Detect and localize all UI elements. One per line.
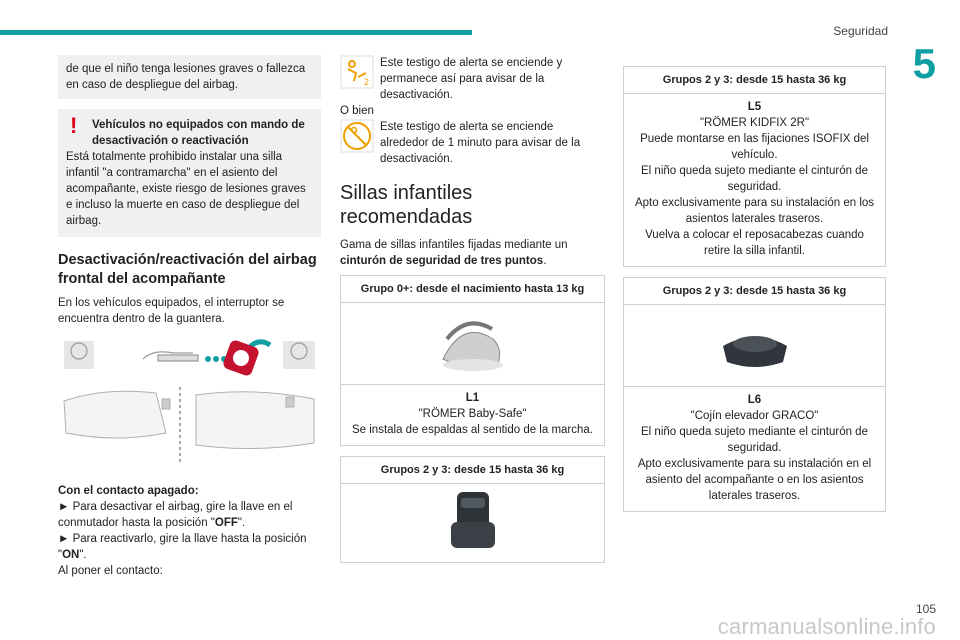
- baby-carrier-icon: [433, 309, 513, 379]
- header-accent-bar: [0, 30, 472, 35]
- step-reactivate: ► Para reactivarlo, gire la llave hasta la posición "ON".: [58, 533, 307, 561]
- step-deactivate: ► Para desactivar el airbag, gire la llave en el conmutador hasta la posición "OFF".: [58, 501, 293, 529]
- seat-code: L1: [465, 392, 480, 404]
- section-heading: Desactivación/reactivación del airbag frontal del acompañante: [58, 252, 317, 287]
- seats-intro: Gama de sillas infantiles fijadas mediante un cinturón de seguridad de tres puntos.: [340, 239, 568, 267]
- alert-text-2: Este testigo de alerta se enciende alrededor de 1 minuto para avisar de la desactivación.: [380, 121, 581, 165]
- seat-name: "Cojín elevador GRACO": [690, 410, 819, 422]
- warning-text: Está totalmente prohibido instalar una silla infantil "a contramarcha" en el asiento del acompañante, existe riesgo de lesiones graves e incluso la muerte en caso de despliegue del airbag.: [66, 151, 306, 227]
- warning-title: Vehículos no equipados con mando de desactivación o reactivación: [92, 119, 305, 147]
- seat-line: Apto exclusivamente para su instalación en el asiento del acompañante o en los asientos laterales traseros.: [637, 458, 872, 502]
- recommended-seats-title: Sillas infantiles recomendadas: [340, 182, 473, 228]
- seat-box-body: [624, 387, 885, 511]
- seat-line: Puede montarse en las fijaciones ISOFIX del vehículo.: [640, 133, 869, 161]
- note-box: de que el niño tenga lesiones graves o fallezca en caso de despliegue del airbag.: [58, 55, 321, 99]
- glovebox-illustration-icon: [58, 339, 321, 469]
- svg-text:2: 2: [364, 77, 370, 87]
- alert-row-1: [340, 55, 605, 103]
- seat-code: L5: [747, 101, 762, 113]
- seat-box-l5: [623, 66, 886, 267]
- ignition-on-text: Al poner el contacto:: [58, 565, 163, 577]
- glovebox-switch-illustration: [58, 339, 321, 469]
- booster-cushion-icon: [715, 316, 795, 376]
- column-1: [58, 55, 321, 579]
- seat-box-heading: Grupos 2 y 3: desde 15 hasta 36 kg: [624, 67, 885, 94]
- seat-image: [624, 305, 885, 387]
- seat-box-heading: Grupos 2 y 3: desde 15 hasta 36 kg: [624, 278, 885, 305]
- seat-box-body: [341, 385, 604, 445]
- seat-box-heading: Grupo 0+: desde el nacimiento hasta 13 kg: [341, 276, 604, 303]
- seat-box-l1: [340, 275, 605, 446]
- seat-image: [341, 484, 604, 562]
- warning-icon: !: [70, 113, 78, 138]
- seat-name: "RÖMER KIDFIX 2R": [699, 117, 810, 129]
- section-title: Seguridad: [833, 24, 888, 38]
- or-text: O bien: [340, 105, 374, 117]
- seat-line: Vuelva a colocar el reposacabezas cuando retire la silla infantil.: [645, 229, 864, 257]
- column-2: [340, 55, 605, 573]
- airbag-off-warning-icon: [340, 55, 374, 89]
- seat-box-l6: [623, 277, 886, 512]
- highback-booster-icon: [443, 488, 503, 558]
- seat-code: L6: [747, 394, 762, 406]
- seat-box-heading: Grupos 2 y 3: desde 15 hasta 36 kg: [341, 457, 604, 484]
- seat-name: "RÖMER Baby-Safe": [418, 408, 527, 420]
- ignition-label: Con el contacto apagado:: [58, 485, 199, 497]
- seat-box-body: [624, 94, 885, 266]
- intro-text: En los vehículos equipados, el interruptor se encuentra dentro de la guantera.: [58, 297, 285, 325]
- seat-line: El niño queda sujeto mediante el cinturón de seguridad.: [641, 165, 868, 193]
- watermark-logo: carmanualsonline.info: [717, 614, 936, 639]
- alert-text-1: Este testigo de alerta se enciende y permanece así para avisar de la desactivación.: [380, 57, 563, 101]
- seat-line: Apto exclusivamente para su instalación en los asientos laterales traseros.: [634, 197, 875, 225]
- seat-line: El niño queda sujeto mediante el cinturón de seguridad.: [641, 426, 868, 454]
- chapter-number: 5: [912, 40, 936, 87]
- airbag-disabled-warning-icon: [340, 119, 374, 153]
- seat-box-group23: [340, 456, 605, 563]
- page-number: 105: [915, 602, 936, 616]
- column-3: [623, 66, 886, 522]
- seat-description: Se instala de espaldas al sentido de la marcha.: [351, 424, 593, 436]
- seat-image: [341, 303, 604, 385]
- alert-row-2: [340, 119, 605, 167]
- warning-box: [58, 109, 321, 237]
